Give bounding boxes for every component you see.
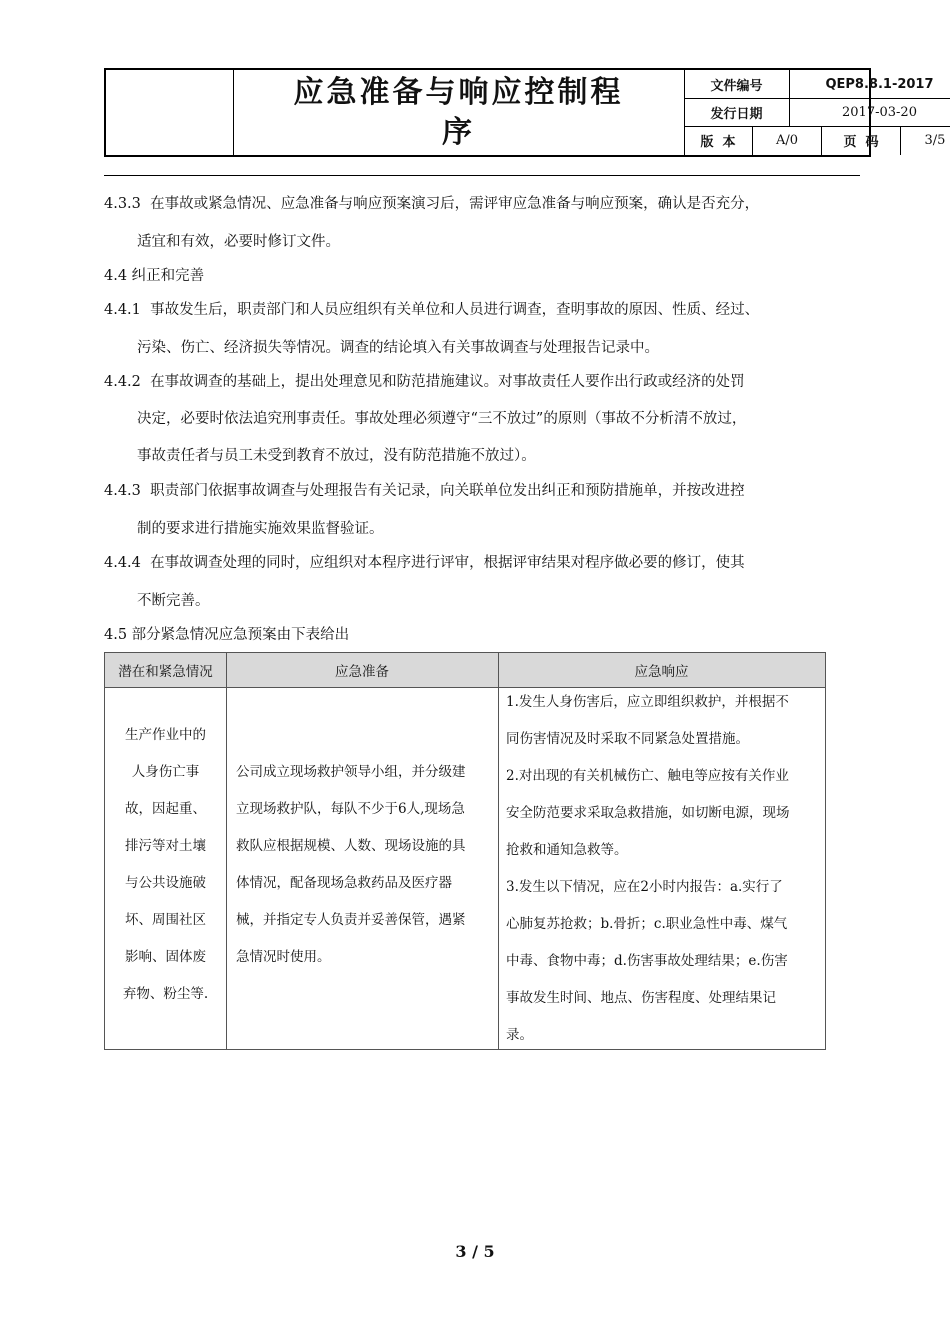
issue-date-value: 2017-03-20 [842,104,917,120]
table-header-response: 应急响应 [498,653,825,688]
body-line: 4.4.1 事故发生后，职责部门和人员应组织有关单位和人员进行调查，查明事故的原因、性质、经过、 [104,302,760,318]
response-line: 3.发生以下情况，应在2小时内报告：a.实行了 [506,879,783,895]
version-label: 版 本 [684,126,753,155]
document-header [104,68,946,157]
response-cell [506,684,790,1054]
response-line: 同伤害情况及时采取不同紧急处置措施。 [506,731,749,747]
situation-line: 弃物、粉尘等. [122,986,209,1002]
doc-no-row [684,70,950,99]
situation-line: 生产作业中的 [125,727,206,743]
situation-line: 故，因起重、 [125,801,206,817]
table-header-preparation: 应急准备 [226,653,498,688]
meta-block [684,70,946,155]
body-line: 事故责任者与员工未受到教育不放过，没有防范措施不放过）。 [137,448,536,464]
preparation-line: 械，并指定专人负责并妥善保管，遇紧 [236,912,466,928]
page-number: 3 / 5 [455,1242,495,1261]
response-line: 中毒、食物中毒；d.伤害事故处理结果；e.伤害 [506,953,788,969]
response-line: 2.对出现的有关机械伤亡、触电等应按有关作业 [506,768,789,784]
response-line: 抢救和通知急救等。 [506,842,628,858]
body-line: 不断完善。 [137,593,210,609]
document-title: 应急准备与响应控制程序 [293,74,624,150]
preparation-line: 公司成立现场救护领导小组，并分级建 [236,764,466,780]
table-divider [226,653,227,1049]
body-line: 4.4.2 在事故调查的基础上，提出处理意见和防范措施建议。对事故责任人要作出行政或经济的处罚 [104,374,745,390]
version-row [684,126,950,155]
body-line: 4.3.3 在事故或紧急情况、应急准备与响应预案演习后，需评审应急准备与响应预案，确认是否充分， [104,196,760,212]
issue-date-row [684,98,950,127]
preparation-line: 立现场救护队，每队不少于6人,现场急 [236,801,465,817]
section-heading: 4.4 纠正和完善 [104,268,205,284]
preparation-cell [236,754,466,976]
response-line: 心肺复苏抢救；b.骨折；c.职业急性中毒、煤气 [506,916,788,932]
emergency-plan-table [104,652,826,1050]
situation-line: 排污等对土壤 [125,838,206,854]
meta-divider-2 [684,126,869,127]
body-line: 适宜和有效，必要时修订文件。 [137,234,340,250]
logo-cell [106,70,234,155]
preparation-line: 急情况时使用。 [236,949,331,965]
situation-line: 坏、周围社区 [125,912,206,928]
preparation-line: 救队应根据规模、人数、现场设施的具 [236,838,466,854]
preparation-line: 体情况，配备现场急救药品及医疗器 [236,875,452,891]
title-cell [233,70,685,155]
header-rule [104,175,860,176]
situation-line: 影响、固体废 [125,949,206,965]
response-line: 事故发生时间、地点、伤害程度、处理结果记 [506,990,776,1006]
table-divider [498,653,499,1049]
body-line: 污染、伤亡、经济损失等情况。调查的结论填入有关事故调查与处理报告记录中。 [137,340,659,356]
body-line: 4.4.4 在事故调查处理的同时，应组织对本程序进行评审，根据评审结果对程序做必要的修订，使其 [104,555,745,571]
doc-no-value: QEP8.8.1-2017 [825,76,934,92]
body-line: 制的要求进行措施实施效果监督验证。 [137,521,384,537]
response-line: 录。 [506,1027,533,1043]
doc-no-label: 文件编号 [684,70,790,98]
section-heading: 4.5 部分紧急情况应急预案由下表给出 [104,627,350,643]
page-value: 3/5 [924,133,946,148]
response-line: 安全防范要求采取急救措施，如切断电源，现场 [506,805,790,821]
situation-cell [105,717,226,1013]
version-value: A/0 [753,126,822,155]
situation-line: 与公共设施破 [125,875,206,891]
page-label: 页 码 [822,126,901,155]
table-header-situation: 潜在和紧急情况 [105,653,226,688]
issue-date-label: 发行日期 [684,98,790,126]
response-line: 1.发生人身伤害后，应立即组织救护，并根据不 [506,694,789,710]
body-line: 4.4.3 职责部门依据事故调查与处理报告有关记录，向关联单位发出纠正和预防措施单，并按改进控 [104,483,745,499]
meta-divider-1 [684,98,869,99]
situation-line: 人身伤亡事 [131,764,200,780]
body-line: 决定，必要时依法追究刑事责任。事故处理必须遵守“三不放过”的原则（事故不分析清不放过， [137,411,747,427]
